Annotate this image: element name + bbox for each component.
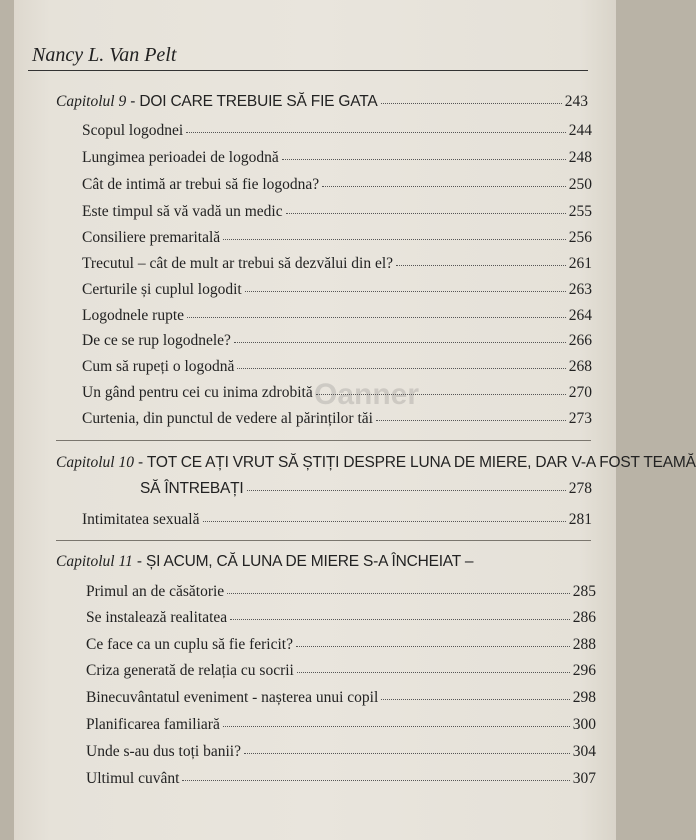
- section-divider: [56, 440, 591, 441]
- page-number: 278: [568, 480, 592, 497]
- toc-entry: [86, 609, 596, 627]
- chapter-label: Capitolul 11: [56, 553, 133, 570]
- toc-entry: [86, 689, 596, 707]
- page-number: 244: [568, 122, 592, 139]
- entry-title: Se instalează realitatea: [86, 609, 228, 626]
- book-page: [14, 0, 696, 840]
- page-number: 273: [568, 410, 592, 427]
- page-number: 304: [572, 743, 596, 760]
- dot-leader: [282, 148, 566, 160]
- chapter-title: - TOT CE AȚI VRUT SĂ ȘTIȚI DESPRE LUNA DE MIERE, DAR V-A FOST TEAMĂ: [133, 454, 696, 471]
- toc-entry: [86, 583, 596, 601]
- dot-leader: [322, 175, 566, 187]
- dot-leader: [227, 582, 570, 594]
- toc-entry: [82, 122, 592, 140]
- page-number: 266: [568, 332, 592, 349]
- dot-leader: [187, 306, 566, 318]
- page-number: 264: [568, 307, 592, 324]
- page-number: 250: [568, 176, 592, 193]
- dot-leader: [186, 121, 566, 133]
- entry-title: Certurile și cuplul logodit: [82, 281, 242, 298]
- dot-leader: [381, 92, 562, 104]
- running-head: Nancy L. Van Pelt: [32, 44, 177, 66]
- entry-title: Intimitatea sexuală: [82, 511, 200, 528]
- section-divider: [56, 540, 591, 541]
- dot-leader: [245, 280, 566, 292]
- dot-leader: [297, 661, 570, 673]
- page-number: 300: [572, 716, 596, 733]
- entry-title: Ultimul cuvânt: [86, 770, 180, 787]
- toc-entry: [86, 662, 596, 680]
- entry-title: Consiliere premaritală: [82, 229, 221, 246]
- page-number: 285: [572, 583, 596, 600]
- entry-title: Cum să rupeți o logodnă: [82, 358, 235, 375]
- toc-entry: [82, 203, 592, 221]
- entry-title: Lungimea perioadei de logodnă: [82, 149, 279, 166]
- toc-entry: [82, 307, 592, 325]
- entry-title: Unde s-au dus toți banii?: [86, 743, 241, 760]
- entry-title: Criza generată de relația cu socrii: [86, 662, 294, 679]
- page-number: 270: [568, 384, 592, 401]
- page-number: 286: [572, 609, 596, 626]
- dot-leader: [223, 228, 566, 240]
- entry-title: Ce face ca un cuplu să fie fericit?: [86, 636, 293, 653]
- entry-title: Scopul logodnei: [82, 122, 184, 139]
- watermark-logo: Oanner: [314, 378, 420, 411]
- dot-leader: [203, 510, 566, 522]
- dot-leader: [247, 479, 566, 491]
- toc-entry: [86, 636, 596, 654]
- dot-leader: [230, 608, 570, 620]
- dot-leader: [296, 635, 570, 647]
- entry-title: Cât de intimă ar trebui să fie logodna?: [82, 176, 320, 193]
- toc-entry: [82, 176, 592, 194]
- entry-title: Planificarea familiară: [86, 716, 220, 733]
- page-number: 243: [564, 93, 588, 110]
- entry-title: Un gând pentru cei cu inima zdrobită: [82, 384, 313, 401]
- dot-leader: [381, 688, 570, 700]
- page-number: 263: [568, 281, 592, 298]
- toc-entry: [82, 255, 592, 273]
- chapter-10-heading-line2: [140, 480, 592, 498]
- dot-leader: [237, 357, 565, 369]
- toc-entry: [82, 511, 592, 529]
- toc-entry: [82, 358, 592, 376]
- chapter-label: Capitolul 10: [56, 454, 134, 471]
- chapter-title: - ȘI ACUM, CĂ LUNA DE MIERE S-A ÎNCHEIAT –: [132, 553, 474, 570]
- chapter-10-heading: [56, 454, 696, 472]
- page-number: 256: [568, 229, 592, 246]
- page-number: 255: [568, 203, 592, 220]
- page-number: 281: [568, 511, 592, 528]
- page-number: 268: [568, 358, 592, 375]
- dot-leader: [234, 331, 566, 343]
- entry-title: Este timpul să vă vadă un medic: [82, 203, 283, 220]
- entry-title: De ce se rup logodnele?: [82, 332, 231, 349]
- toc-entry: [86, 743, 596, 761]
- toc-entry: [82, 149, 592, 167]
- entry-title: Primul an de căsătorie: [86, 583, 225, 600]
- page-number: 261: [568, 255, 592, 272]
- dot-leader: [286, 202, 566, 214]
- page-number: 288: [572, 636, 596, 653]
- chapter-title-continued: SĂ ÎNTREBAȚI: [140, 480, 244, 497]
- dot-leader: [396, 254, 566, 266]
- page-number: 248: [568, 149, 592, 166]
- chapter-11-heading: [56, 553, 596, 571]
- entry-title: Curtenia, din punctul de vedere al părinților tăi: [82, 410, 373, 427]
- toc-entry: [86, 716, 596, 734]
- page-number: 307: [572, 770, 596, 787]
- toc-entry: [86, 770, 596, 788]
- page-number: 296: [572, 662, 596, 679]
- dot-leader: [244, 742, 570, 754]
- entry-title: Logodnele rupte: [82, 307, 185, 324]
- toc-entry: [82, 281, 592, 299]
- toc-entry: [82, 332, 592, 350]
- chapter-9-heading: [56, 93, 588, 111]
- dot-leader: [223, 715, 570, 727]
- page-number: 298: [572, 689, 596, 706]
- chapter-label: Capitolul 9: [56, 93, 127, 110]
- dot-leader: [182, 769, 569, 781]
- header-rule: [28, 70, 588, 71]
- chapter-title: - DOI CARE TREBUIE SĂ FIE GATA: [126, 93, 378, 110]
- entry-title: Trecutul – cât de mult ar trebui să dezvălui din el?: [82, 255, 394, 272]
- toc-entry: [82, 229, 592, 247]
- entry-title: Binecuvântatul eveniment - nașterea unui copil: [86, 689, 379, 706]
